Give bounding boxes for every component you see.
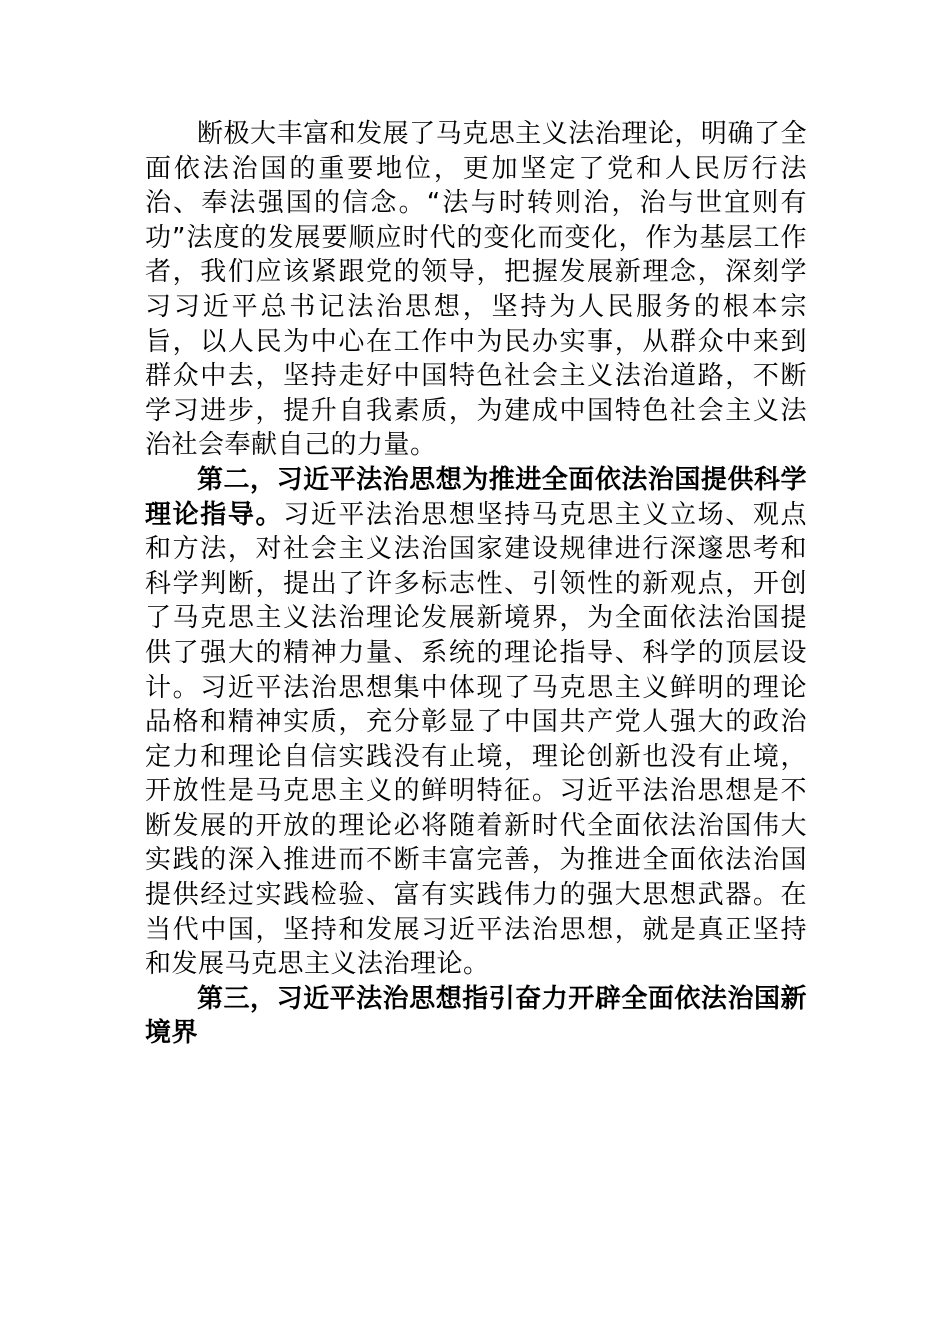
paragraph-3-heading: 第三，习近平法治思想指引奋力开辟全面依法治国新境界 bbox=[145, 983, 807, 1049]
document-body bbox=[145, 117, 807, 1051]
paragraph-2-text: 习近平法治思想坚持马克思主义立场、观点和方法，对社会主义法治国家建设规律进行深邃思考和科学判断，提出了许多标志性、引领性的新观点，开创了马克思主义法治理论发展新境界，为全面依法治国提供了强大的精神力量、系统的理论指导、科学的顶层设计。习近平法治思想集中体现了马克思主义鲜明的理论品格和精神实质，充分彰显了中国共产党人强大的政治定力和理论自信实践没有止境，理论创新也没有止境，开放性是马克思主义的鲜明特征。习近平法治思想是不断发展的开放的理论必将随着新时代全面依法治国伟大实践的深入推进而不断丰富完善，为推进全面依法治国提供经过实践检验、富有实践伟力的强大思想武器。在当代中国，坚持和发展习近平法治思想，就是真正坚持和发展马克思主义法治理论。 bbox=[145, 499, 807, 980]
paragraph-3 bbox=[145, 982, 807, 1051]
paragraph-2 bbox=[145, 463, 807, 982]
paragraph-1-text: 断极大丰富和发展了马克思主义法治理论，明确了全面依法治国的重要地位，更加坚定了党和人民厉行法治、奉法强国的信念。“法与时转则治，治与世宜则有功”法度的发展要顺应时代的变化而变化，作为基层工作者，我们应该紧跟党的领导，把握发展新理念，深刻学习习近平总书记法治思想，坚持为人民服务的根本宗旨，以人民为中心在工作中为民办实事，从群众中来到群众中去，坚持走好中国特色社会主义法治道路，不断学习进步，提升自我素质，为建成中国特色社会主义法治社会奉献自己的力量。 bbox=[145, 119, 807, 461]
paragraph-2-heading: 第二，习近平法治思想为推进全面依法治国提供科学理论指导。 bbox=[145, 464, 807, 530]
paragraph-1 bbox=[145, 117, 807, 463]
